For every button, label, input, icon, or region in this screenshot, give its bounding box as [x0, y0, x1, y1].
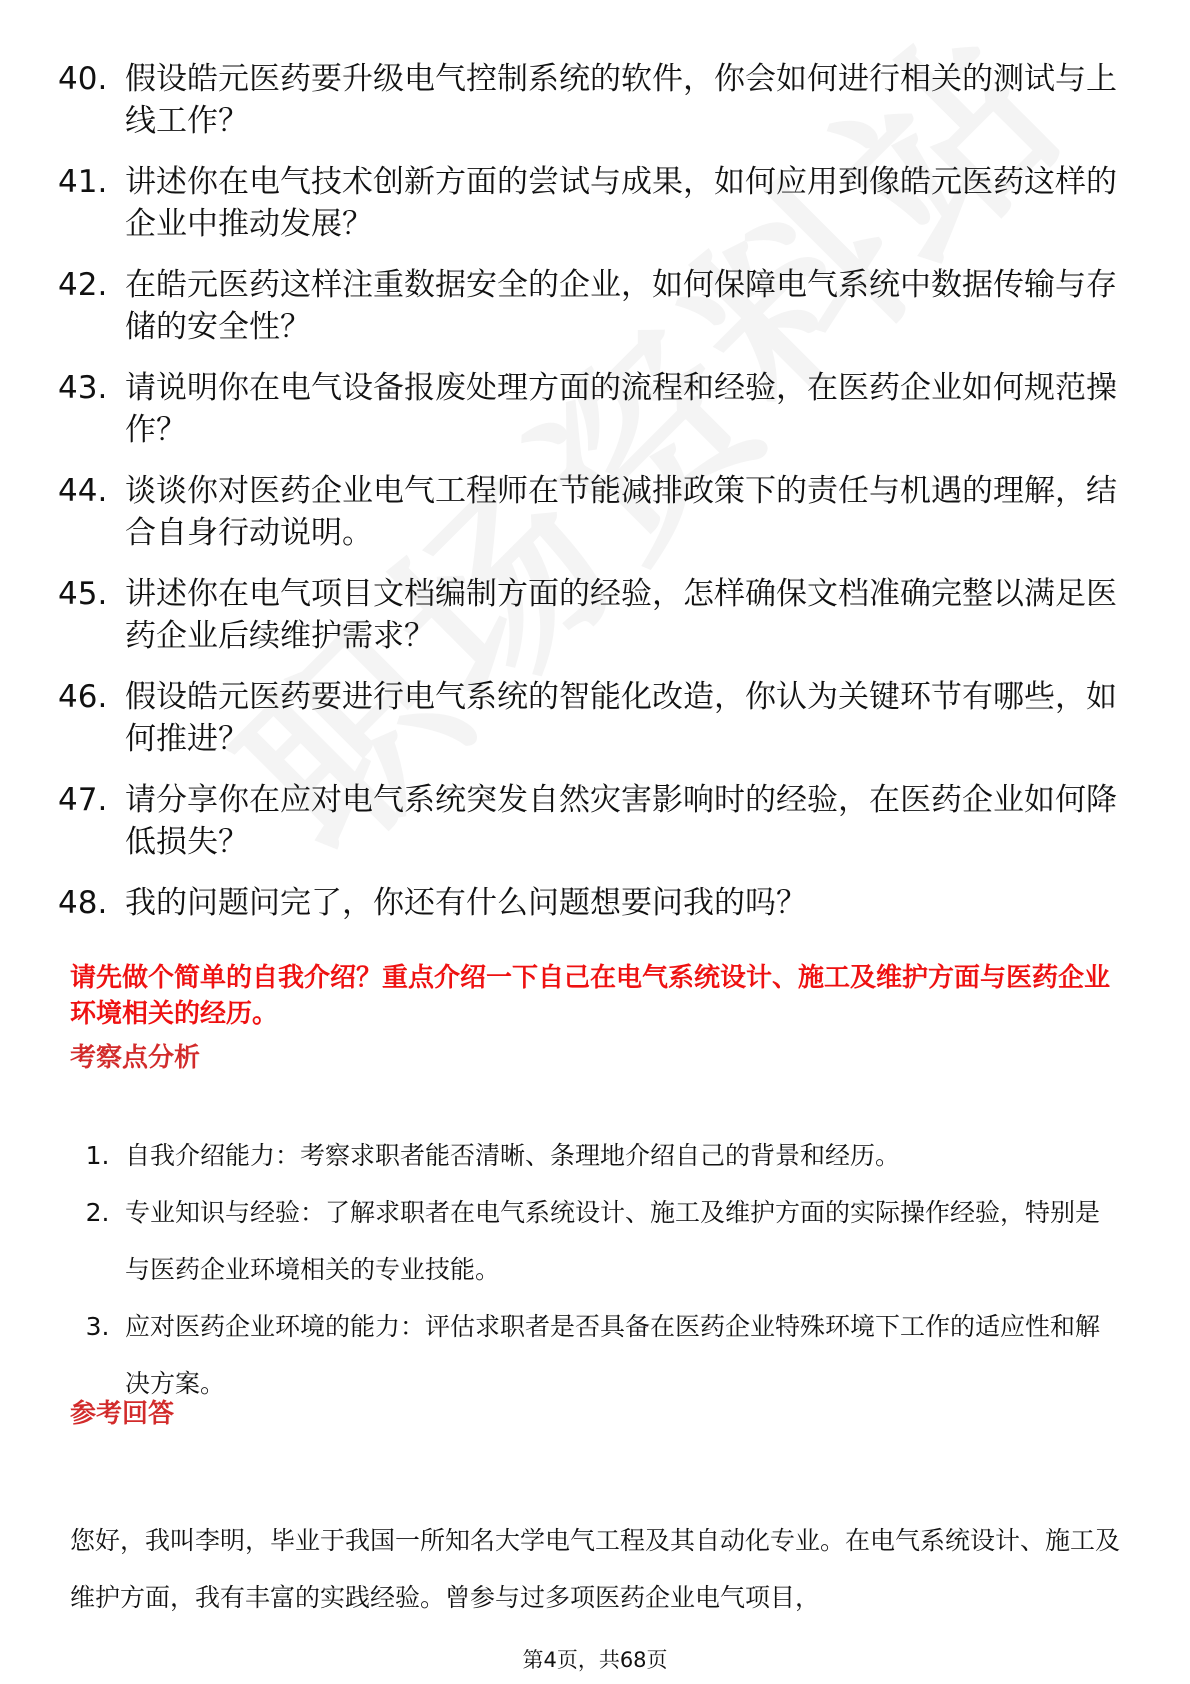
analysis-item [70, 1184, 1120, 1298]
question-number: 47. [58, 782, 108, 818]
question-item [58, 676, 1118, 760]
analysis-text: 应对医药企业环境的能力：评估求职者是否具备在医药企业特殊环境下工作的适应性和解决方案。 [125, 1312, 1101, 1398]
analysis-item [70, 1298, 1120, 1412]
question-number: 40. [58, 61, 108, 97]
question-text: 讲述你在电气项目文档编制方面的经验，怎样确保文档准确完整以满足医药企业后续维护需求？ [125, 576, 1117, 654]
question-item [58, 58, 1118, 142]
question-item [58, 264, 1118, 348]
analysis-heading: 考察点分析 [70, 1043, 201, 1073]
question-text: 讲述你在电气技术创新方面的尝试与成果，如何应用到像皓元医药这样的企业中推动发展？ [125, 164, 1117, 242]
analysis-text: 专业知识与经验：了解求职者在电气系统设计、施工及维护方面的实际操作经验，特别是与医药企业环境相关的专业技能。 [125, 1198, 1101, 1284]
question-number: 41. [58, 164, 108, 200]
question-item [58, 779, 1118, 863]
highlight-question: 请先做个简单的自我介绍？重点介绍一下自己在电气系统设计、施工及维护方面与医药企业环境相关的经历。 [70, 963, 1111, 1029]
question-text: 在皓元医药这样注重数据安全的企业，如何保障电气系统中数据传输与存储的安全性？ [125, 267, 1117, 345]
analysis-number: 2. [85, 1198, 110, 1227]
analysis-list [70, 1127, 1120, 1412]
question-text: 我的问题问完了，你还有什么问题想要问我的吗？ [125, 885, 807, 921]
question-number: 46. [58, 679, 108, 715]
question-item [58, 367, 1118, 451]
analysis-number: 3. [85, 1312, 110, 1341]
question-text: 假设皓元医药要升级电气控制系统的软件，你会如何进行相关的测试与上线工作？ [125, 61, 1117, 139]
analysis-text: 自我介绍能力：考察求职者能否清晰、条理地介绍自己的背景和经历。 [125, 1141, 901, 1170]
question-number: 43. [58, 370, 108, 406]
question-item [58, 161, 1118, 245]
question-text: 请说明你在电气设备报废处理方面的流程和经验，在医药企业如何规范操作？ [125, 370, 1117, 448]
page-footer: 第4页，共68页 [522, 1648, 668, 1672]
question-number: 44. [58, 473, 108, 509]
question-list [58, 58, 1118, 943]
question-item [58, 470, 1118, 554]
reference-heading: 参考回答 [70, 1399, 175, 1429]
question-number: 42. [58, 267, 108, 303]
question-text: 假设皓元医药要进行电气系统的智能化改造，你认为关键环节有哪些，如何推进？ [125, 679, 1117, 757]
question-text: 谈谈你对医药企业电气工程师在节能减排政策下的责任与机遇的理解，结合自身行动说明。 [125, 473, 1117, 551]
question-number: 45. [58, 576, 108, 612]
analysis-number: 1. [85, 1141, 110, 1170]
question-number: 48. [58, 885, 108, 921]
question-item [58, 882, 1118, 924]
analysis-item [70, 1127, 1120, 1184]
question-text: 请分享你在应对电气系统突发自然灾害影响时的经验，在医药企业如何降低损失？ [125, 782, 1117, 860]
reference-answer: 您好，我叫李明，毕业于我国一所知名大学电气工程及其自动化专业。在电气系统设计、施工及维护方面，我有丰富的实践经验。曾参与过多项医药企业电气项目， [70, 1526, 1121, 1612]
question-item [58, 573, 1118, 657]
